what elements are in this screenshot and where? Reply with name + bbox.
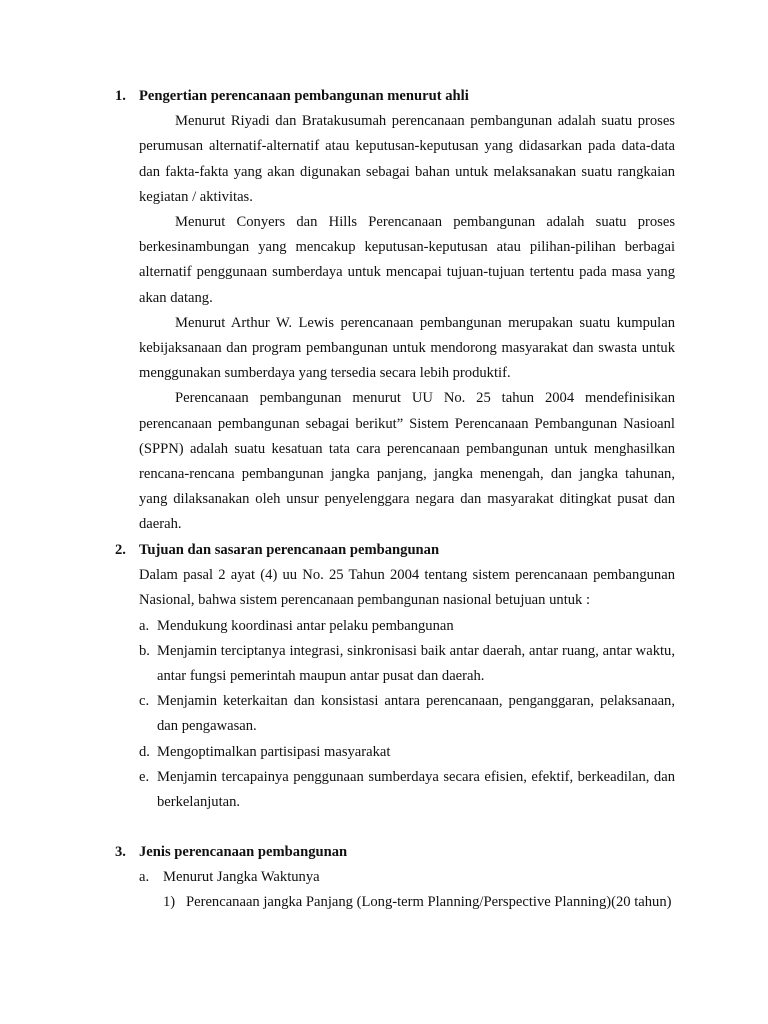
section-1-body	[139, 109, 675, 537]
section-2-body	[139, 563, 675, 815]
paragraph-riyadi: Menurut Riyadi dan Bratakusumah perencanaan pembangunan adalah suatu proses perumusan alternatif-alternatif atau keputusan-keputusan yang didasarkan pada data-data dan fakta-fakta yang akan digunakan sebagai bahan untuk melaksanakan suatu rangkaian kegiatan / aktivitas.	[139, 113, 675, 205]
section-1-title: Pengertian perencanaan pembangunan menurut ahli	[139, 88, 469, 104]
subsection-a-marker: a.	[139, 869, 150, 886]
list-text: Menjamin tercapainya penggunaan sumberdaya secara efisien, efektif, berkeadilan, dan berkelanjutan.	[157, 768, 675, 811]
subsection-a-text: Menurut Jangka Waktunya	[163, 869, 320, 886]
section-3-number: 3.	[115, 844, 126, 860]
subsection-a	[139, 865, 675, 890]
section-2-intro: Dalam pasal 2 ayat (4) uu No. 25 Tahun 2004 tentang sistem perencanaan pembangunan Nasional, bahwa sistem perencanaan pembangunan nasional betujuan untuk :	[139, 567, 675, 609]
list-item	[139, 765, 675, 815]
section-2-heading	[115, 538, 675, 563]
section-1-heading	[115, 84, 675, 109]
list-item	[139, 740, 675, 765]
list-text: Menjamin terciptanya integrasi, sinkronisasi baik antar daerah, antar ruang, antar waktu, antar fungsi pemerintah maupun antar pusat dan daerah.	[157, 642, 675, 685]
list-text: Mendukung koordinasi antar pelaku pembangunan	[157, 617, 454, 634]
list-item	[139, 689, 675, 739]
section-3-title: Jenis perencanaan pembangunan	[139, 844, 348, 860]
section-1-number: 1.	[115, 88, 126, 104]
list-text: Mengoptimalkan partisipasi masyarakat	[157, 743, 391, 760]
section-3-heading	[115, 840, 675, 865]
list-marker: c.	[139, 693, 150, 710]
section-1	[115, 84, 675, 538]
paragraph-lewis: Menurut Arthur W. Lewis perencanaan pembangunan merupakan suatu kumpulan kebijaksanaan dan program pembangunan untuk mendorong masyarakat dan swasta untuk menggunakan sumberdaya yang tersedia secara lebih produktif.	[139, 314, 675, 382]
paragraph-conyers: Menurut Conyers dan Hills Perencanaan pembangunan adalah suatu proses berkesinambungan yang mencakup keputusan-keputusan atau pilihan-pilihan berbagai alternatif penggunaan sumberdaya untuk mencapai tujuan-tujuan tertentu pada masa yang akan datang.	[139, 214, 675, 306]
paragraph-uu-25: Perencanaan pembangunan menurut UU No. 25 tahun 2004 mendefinisikan perencanaan pembangunan sebagai berikut” Sistem Perencanaan Pembangunan Nasioanl (SPPN) adalah suatu kesatuan tata cara perencanaan pembangunan untuk menghasilkan rencana-rencana pembangunan jangka panjang, jangka menengah, dan jangka tahunan, yang dilaksanakan oleh unsur penyelenggara negara dan masyarakat ditingkat pusat dan daerah.	[139, 390, 675, 533]
subsection-1-text: Perencanaan jangka Panjang (Long-term Planning/Perspective Planning)(20 tahun)	[186, 894, 672, 911]
list-item	[139, 639, 675, 689]
section-2-title: Tujuan dan sasaran perencanaan pembangunan	[139, 542, 440, 558]
subsection-1-marker: 1)	[163, 894, 176, 911]
subsection-1	[163, 890, 675, 915]
list-text: Menjamin keterkaitan dan konsistasi antara perencanaan, penganggaran, pelaksanaan, dan pengawasan.	[157, 693, 675, 735]
list-marker: d.	[139, 743, 150, 760]
section-2-number: 2.	[115, 542, 126, 558]
list-marker: e.	[139, 768, 150, 785]
list-marker: a.	[139, 617, 150, 634]
section-3	[115, 840, 675, 916]
list-marker: b.	[139, 642, 150, 659]
list-item	[139, 614, 675, 639]
section-2	[115, 538, 675, 815]
section-3-body	[139, 865, 675, 915]
